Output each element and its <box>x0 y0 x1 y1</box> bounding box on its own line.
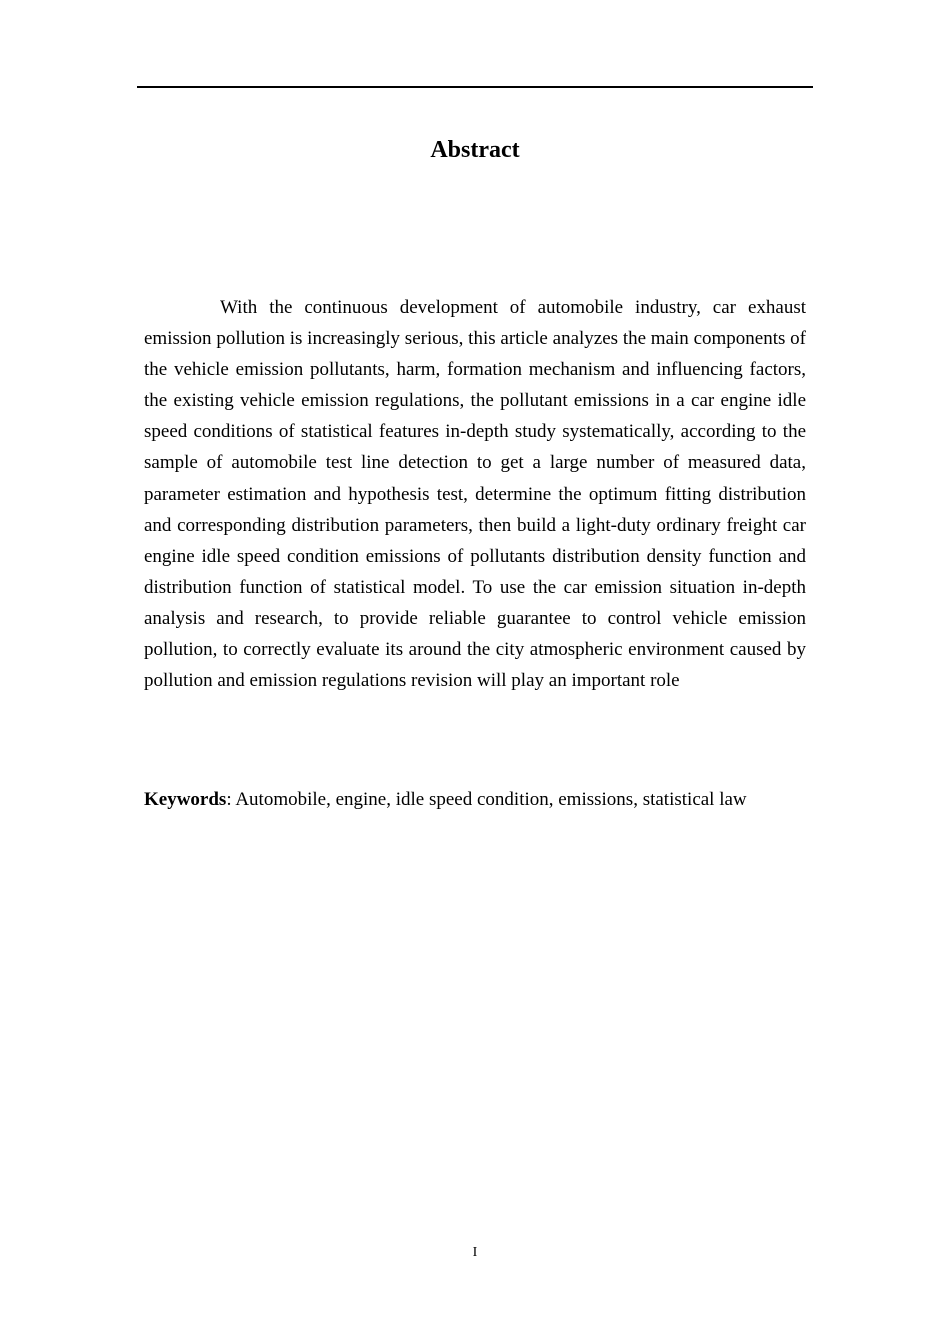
page-title: Abstract <box>430 137 520 163</box>
keywords-line <box>144 784 806 815</box>
header-rule <box>137 86 813 88</box>
page-number: I <box>472 1245 478 1260</box>
keywords-separator: : <box>226 789 236 810</box>
abstract-paragraph: With the continuous development of automobile industry, car exhaust emission pollution is increasingly serious, this article analyzes the main components of the vehicle emission pollutants, harm, formation mechanism and influencing factors, the existing vehicle emission regulations, the pollutant emissions in a car engine idle speed conditions of statistical features in-depth study systematically, according to the sample of automobile test line detection to get a large number of measured data, parameter estimation and hypothesis test, determine the optimum fitting distribution and corresponding distribution parameters, then build a light-duty ordinary freight car engine idle speed condition emissions of pollutants distribution density function and distribution function of statistical model. To use the car emission situation in-depth analysis and research, to provide reliable guarantee to control vehicle emission pollution, to correctly evaluate its around the city atmospheric environment caused by pollution and emission regulations revision will play an important role <box>144 297 806 692</box>
keywords-value: Automobile, engine, idle speed condition, emissions, statistical law <box>235 789 747 810</box>
keywords-label: Keywords <box>144 789 227 810</box>
